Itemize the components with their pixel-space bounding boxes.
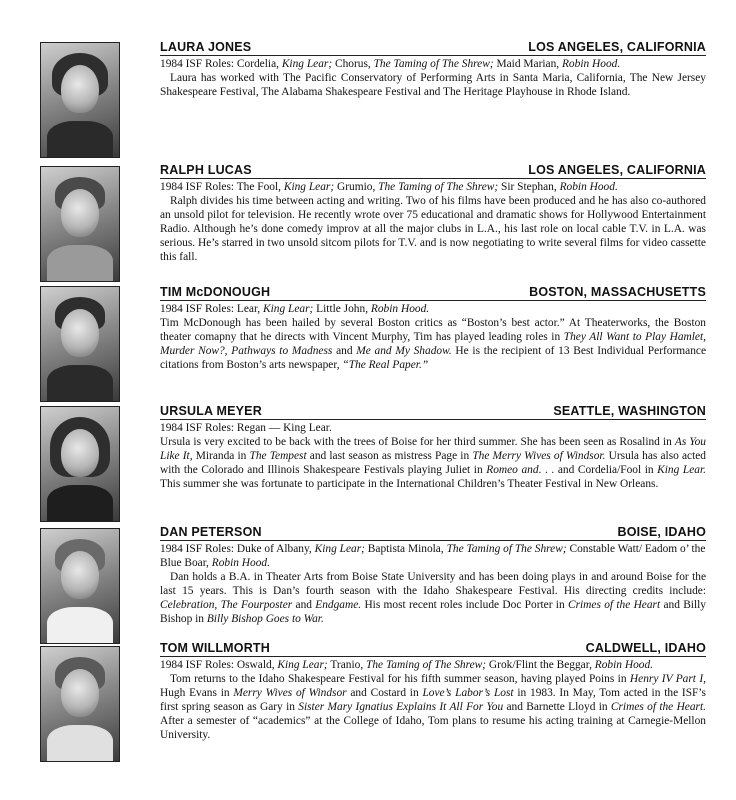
italic-title: “The Real Paper.” <box>342 359 429 371</box>
actor-location: SEATTLE, WASHINGTON <box>553 404 706 418</box>
italic-title: Me and My Shadow. <box>356 345 452 357</box>
italic-title: The Taming of The Shrew; <box>373 58 494 70</box>
entry-header <box>160 40 706 56</box>
headshot-photo <box>40 406 120 522</box>
bio-paragraph: Ralph divides his time between acting and writing. Two of his films have been produced and he has also co-authored an unsold pilot for television. He recently wrote over 75 educational and dramatic shows for Hollywood Entertainment Radio. Although he’s done comedy improv at all the major clubs in L.A., his last role on local cable T.V. in L.A. was serious. He’s starred in two unsold sitcom pilots for T.V. and is now negotiating to write several films for video cassette this fall. <box>160 195 706 263</box>
roles-line: 1984 ISF Roles: Lear, King Lear; Little John, Robin Hood. <box>160 303 430 315</box>
bio-paragraph: Laura has worked with The Pacific Conservatory of Performing Arts in Santa Maria, California, The New Jersey Shakespeare Festival, The Alabama Shakespeare Festival and The Heritage Playhouse in Rhode Island. <box>160 72 706 98</box>
entry-header <box>160 163 706 179</box>
bio-paragraph: Tom returns to the Idaho Shakespeare Festival for his fifth summer season, having played Poins in Henry IV Part I, Hugh Evans in Merry Wives of Windsor and Costard in Love’s Labor’s Lost in 1983. In May, Tom acted in the ISF’s first spring season as Gary in Sister Mary Ignatius Explains It All For You and Barnette Lloyd in Crimes of the Heart. After a semester of “academics” at the College of Idaho, Tom plans to resume his acting training at Carnegie-Mellon University. <box>160 673 706 741</box>
actor-location: CALDWELL, IDAHO <box>585 641 706 655</box>
italic-title: Endgame. <box>315 599 362 611</box>
roles-line: 1984 ISF Roles: Duke of Albany, King Lear; Baptista Minola, The Taming of The Shrew; Constable Watt/ Eadom o’ the Blue Boar, Robin Hood. <box>160 543 706 569</box>
entry-header <box>160 525 706 541</box>
italic-title: The Taming of The Shrew; <box>378 181 499 193</box>
bio-paragraph: Tim McDonough has been hailed by several Boston critics as “Boston’s best actor.” At Theaterworks, the Boston theater comapny that he directs with Vincent Murphy, Tim has played leading roles in They All Want to Play Hamlet, Murder Now?, Pathways to Madness and Me and My Shadow. He is the recipient of 13 Best Individual Performance citations from Boston’s arts newspaper, “The Real Paper.” <box>160 317 706 371</box>
italic-title: King Lear; <box>281 58 333 70</box>
italic-title: Robin Hood. <box>594 659 653 671</box>
headshot-photo <box>40 528 120 644</box>
roles-line: 1984 ISF Roles: The Fool, King Lear; Grumio, The Taming of The Shrew; Sir Stephan, Robin Hood. <box>160 181 618 193</box>
italic-title: Merry Wives of Windsor <box>233 687 347 699</box>
italic-title: Celebration, The Fourposter <box>160 599 293 611</box>
italic-title: The Taming of The Shrew; <box>446 543 567 555</box>
italic-title: Crimes of the Heart <box>567 599 661 611</box>
italic-title: Robin Hood. <box>211 557 270 569</box>
actor-name: RALPH LUCAS <box>160 163 252 177</box>
actor-name: DAN PETERSON <box>160 525 262 539</box>
italic-title: Robin Hood. <box>561 58 621 70</box>
italic-title: As You Like It, <box>160 436 707 462</box>
roles-line: 1984 ISF Roles: Regan — King Lear. <box>160 422 332 434</box>
actor-location: LOS ANGELES, CALIFORNIA <box>528 163 706 177</box>
headshot-photo <box>40 166 120 282</box>
actor-name: URSULA MEYER <box>160 404 262 418</box>
headshot-photo <box>40 646 120 762</box>
italic-title: King Lear; <box>283 181 335 193</box>
actor-location: BOSTON, MASSACHUSETTS <box>529 285 706 299</box>
italic-title: The Taming of The Shrew; <box>366 659 487 671</box>
italic-title: King Lear; <box>263 303 314 315</box>
italic-title: King Lear. <box>657 464 707 476</box>
entry-header <box>160 404 706 420</box>
italic-title: Crimes of the Heart. <box>610 701 706 713</box>
italic-title: Romeo and <box>486 464 539 476</box>
headshot-photo <box>40 286 120 402</box>
italic-title: King Lear; <box>314 543 365 555</box>
actor-name: TOM WILLMORTH <box>160 641 270 655</box>
italic-title: They All Want to Play Hamlet, Murder Now?, Pathways to Madness <box>160 331 706 357</box>
italic-title: Henry IV Part I, <box>629 673 706 685</box>
headshot-photo <box>40 42 120 158</box>
italic-title: The Merry Wives of Windsor. <box>472 450 606 462</box>
actor-name: LAURA JONES <box>160 40 252 54</box>
entry-header <box>160 285 706 301</box>
actor-name: TIM McDONOUGH <box>160 285 271 299</box>
italic-title: Sister Mary Ignatius Explains It All For You <box>298 701 504 713</box>
italic-title: Love’s Labor’s Lost <box>422 687 514 699</box>
italic-title: Robin Hood. <box>559 181 618 193</box>
bio-paragraph: Ursula is very excited to be back with the trees of Boise for her third summer. She has been seen as Rosalind in As You Like It, Miranda in The Tempest and last season as mistress Page in The Merry Wives of Windsor. Ursula has also acted with the Colorado and Illinois Shakespeare Festivals playing Juliet in Romeo and. . . and Cordelia/Fool in King Lear. This summer she was fortunate to participate in the International Children’s Theater Festival in New Orleans. <box>160 436 707 490</box>
roles-line: 1984 ISF Roles: Cordelia, King Lear; Chorus, The Taming of The Shrew; Maid Marian, Robin Hood. <box>160 58 621 70</box>
roles-line: 1984 ISF Roles: Oswald, King Lear; Tranio, The Taming of The Shrew; Grok/Flint the Beggar, Robin Hood. <box>160 659 653 671</box>
italic-title: Robin Hood. <box>370 303 430 315</box>
actor-location: BOISE, IDAHO <box>617 525 706 539</box>
actor-location: LOS ANGELES, CALIFORNIA <box>528 40 706 54</box>
italic-title: Billy Bishop Goes to War. <box>206 613 324 625</box>
italic-title: The Tempest <box>249 450 307 462</box>
bio-paragraph: Dan holds a B.A. in Theater Arts from Boise State University and has been doing plays in and around Boise for the last 15 years. This is Dan’s fourth season with the Idaho Shakespeare Festival. His directing credits include: Celebration, The Fourposter and Endgame. His most recent roles include Doc Porter in Crimes of the Heart and Billy Bishop in Billy Bishop Goes to War. <box>160 571 706 625</box>
italic-title: King Lear; <box>277 659 328 671</box>
entry-header <box>160 641 706 657</box>
